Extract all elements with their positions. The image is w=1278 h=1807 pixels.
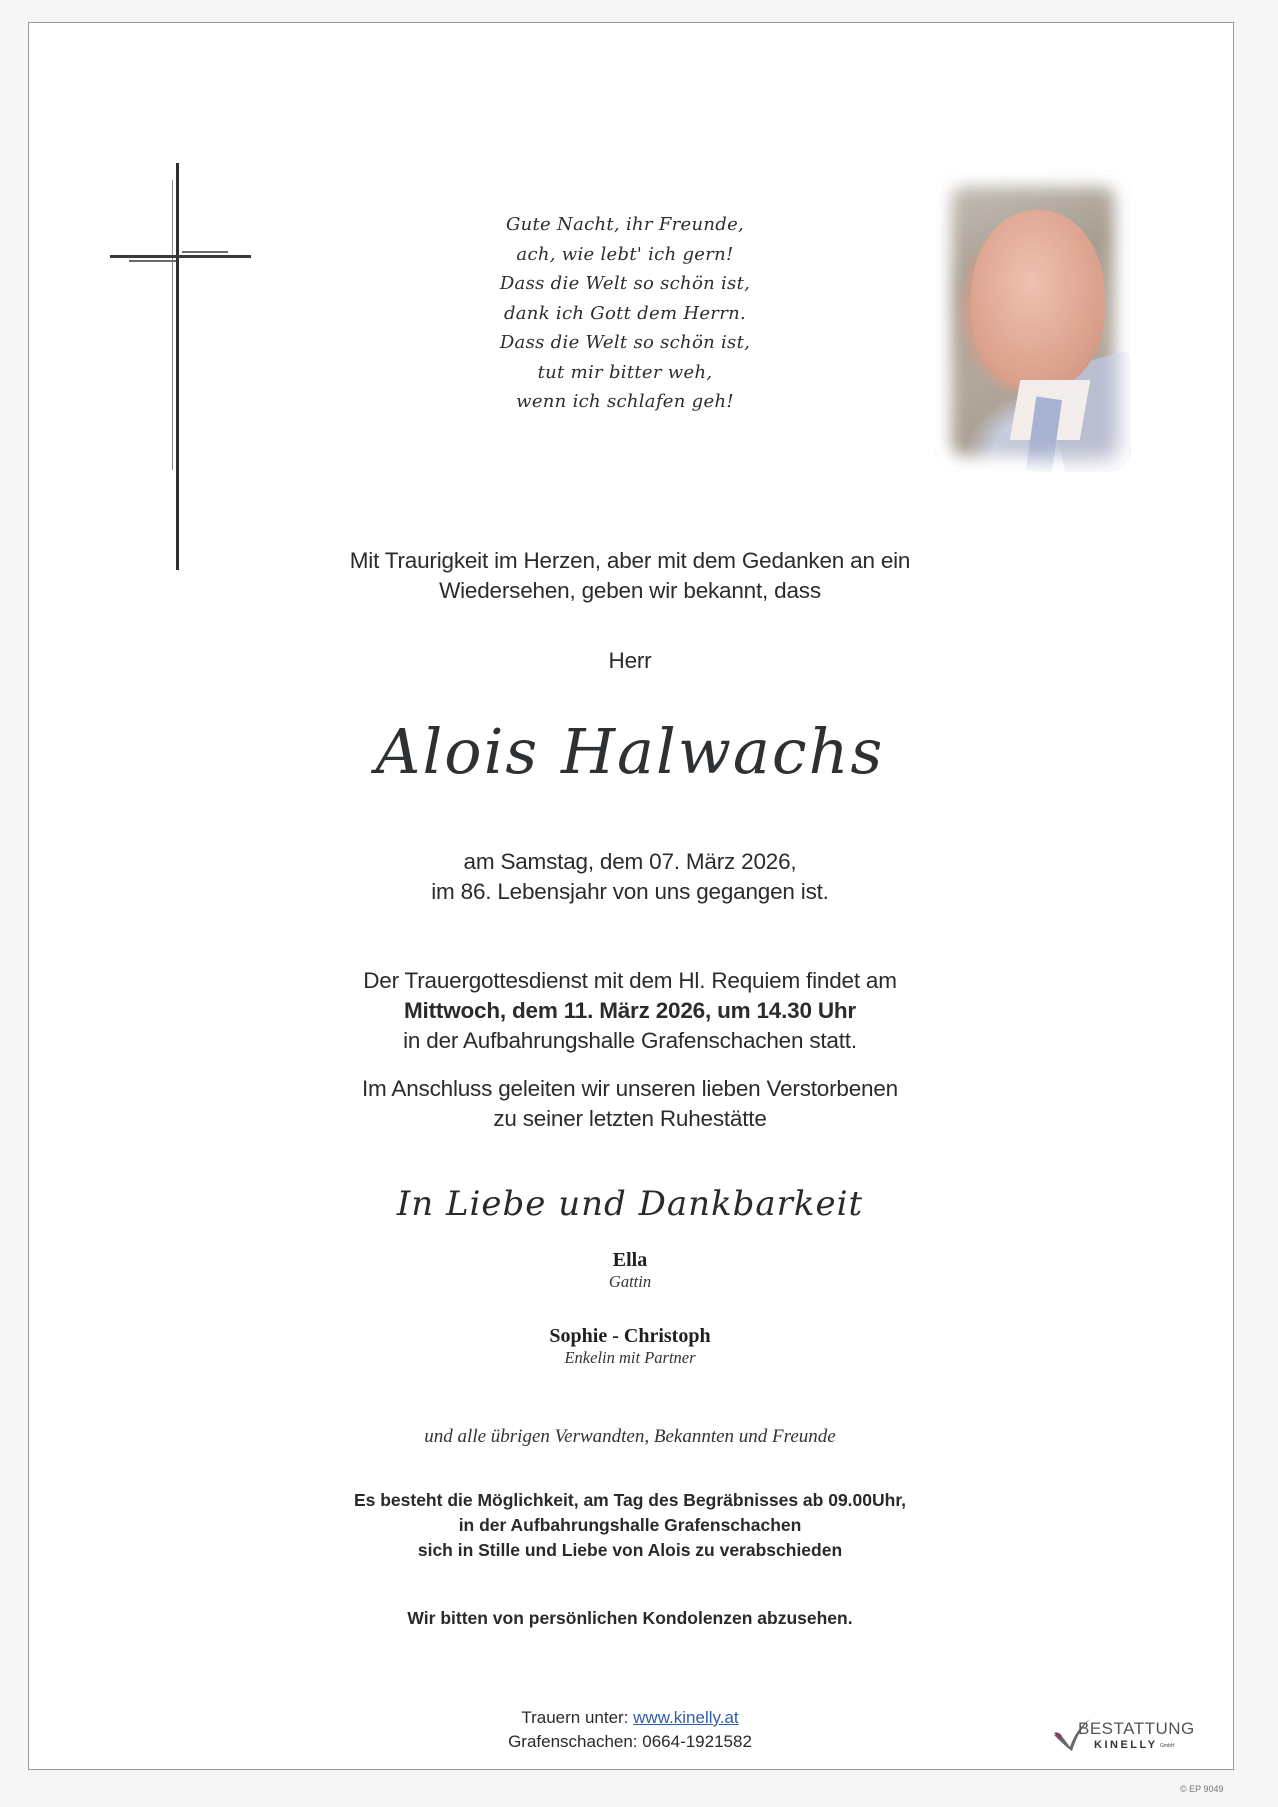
condolence-label: Trauern unter: xyxy=(521,1708,634,1727)
burial-line: zu seiner letzten Ruhestätte xyxy=(493,1106,767,1131)
poem-line: dank ich Gott dem Herrn. xyxy=(503,302,747,324)
age-line: im 86. Lebensjahr von uns gegangen ist. xyxy=(431,879,829,904)
mourner-name: Sophie - Christoph xyxy=(549,1325,711,1347)
service-line: Der Trauergottesdienst mit dem Hl. Requiem findet am xyxy=(363,968,897,993)
footer-contact xyxy=(420,1706,840,1754)
document-code: © EP 9049 xyxy=(1180,1784,1224,1794)
intro-line: Mit Traurigkeit im Herzen, aber mit dem Gedanken an ein xyxy=(349,548,911,573)
mourner-name: Ella xyxy=(612,1249,648,1271)
intro-line: Wiedersehen, geben wir bekannt, dass xyxy=(439,578,821,603)
poem xyxy=(450,210,800,417)
mourner-role: Enkelin mit Partner xyxy=(564,1348,696,1367)
other-mourners: und alle übrigen Verwandten, Bekannten und Freunde xyxy=(424,1426,836,1447)
logo-line1: BESTATTUNG xyxy=(1078,1719,1195,1738)
logo-line2: KINELLY xyxy=(1094,1739,1158,1751)
salutation: Herr xyxy=(608,648,652,673)
deceased-name: Alois Halwachs xyxy=(375,715,885,788)
condolence-notice: Wir bitten von persönlichen Kondolenzen abzusehen. xyxy=(407,1608,853,1628)
intro-text xyxy=(240,546,1020,606)
logo-suffix: GmbH xyxy=(1160,1743,1175,1749)
service-info xyxy=(240,966,1020,1056)
farewell-line: in der Aufbahrungshalle Grafenschachen xyxy=(458,1515,802,1535)
burial-info xyxy=(240,1074,1020,1134)
farewell-info xyxy=(240,1488,1020,1563)
poem-line: tut mir bitter weh, xyxy=(537,361,713,383)
poem-line: Dass die Welt so schön ist, xyxy=(499,273,751,294)
poem-line: Gute Nacht, ihr Freunde, xyxy=(505,214,745,235)
portrait-photo xyxy=(935,170,1131,472)
farewell-line: sich in Stille und Liebe von Alois zu verabschieden xyxy=(417,1540,843,1560)
funeral-home-logo xyxy=(1052,1715,1195,1763)
service-datetime: Mittwoch, dem 11. März 2026, um 14.30 Uhr xyxy=(404,998,856,1023)
poem-line: Dass die Welt so schön ist, xyxy=(499,332,751,353)
mourner-entry xyxy=(240,1324,1020,1368)
mourner-role: Gattin xyxy=(608,1272,652,1291)
poem-line: wenn ich schlafen geh! xyxy=(516,391,734,412)
death-date-line: am Samstag, dem 07. März 2026, xyxy=(463,849,797,874)
burial-line: Im Anschluss geleiten wir unseren lieben Verstorbenen xyxy=(362,1076,898,1101)
mourners-heading: In Liebe und Dankbarkeit xyxy=(396,1184,864,1224)
poem-line: ach, wie lebt' ich gern! xyxy=(516,243,734,265)
phone-line: Grafenschachen: 0664-1921582 xyxy=(508,1732,752,1751)
farewell-line: Es besteht die Möglichkeit, am Tag des Begräbnisses ab 09.00Uhr, xyxy=(353,1490,907,1510)
website-link[interactable]: www.kinelly.at xyxy=(633,1708,739,1727)
service-location: in der Aufbahrungshalle Grafenschachen statt. xyxy=(403,1028,857,1053)
mourner-entry xyxy=(240,1248,1020,1292)
death-notice xyxy=(240,847,1020,907)
